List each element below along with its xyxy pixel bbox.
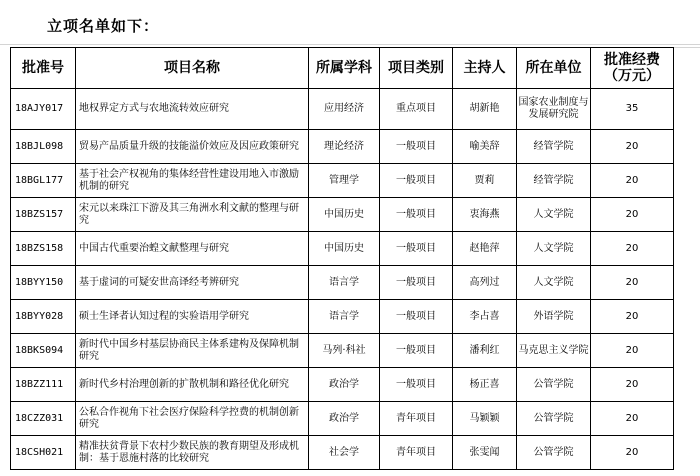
column-header-category[interactable]: 项目类别 — [380, 48, 453, 89]
cell-subject[interactable]: 政治学 — [309, 402, 380, 436]
cell-project-title[interactable]: 硕士生译者认知过程的实验语用学研究 — [76, 300, 309, 334]
table-row — [11, 334, 674, 368]
cell-leader[interactable]: 马颖颖 — [453, 402, 517, 436]
cell-leader[interactable]: 胡新艳 — [453, 89, 517, 130]
cell-unit[interactable]: 公管学院 — [517, 436, 591, 470]
cell-approval-id[interactable]: 18CZZ031 — [11, 402, 76, 436]
table-row — [11, 164, 674, 198]
cell-project-title[interactable]: 地权界定方式与农地流转效应研究 — [76, 89, 309, 130]
cell-category[interactable]: 一般项目 — [380, 232, 453, 266]
sheet-gridline-right — [673, 47, 700, 476]
column-header-leader[interactable]: 主持人 — [453, 48, 517, 89]
cell-unit[interactable]: 马克思主义学院 — [517, 334, 591, 368]
cell-approval-id[interactable]: 18BZS157 — [11, 198, 76, 232]
cell-funding[interactable]: 20 — [591, 266, 674, 300]
cell-category[interactable]: 一般项目 — [380, 164, 453, 198]
cell-funding[interactable]: 20 — [591, 334, 674, 368]
cell-approval-id[interactable]: 18BGL177 — [11, 164, 76, 198]
cell-unit[interactable]: 经管学院 — [517, 130, 591, 164]
cell-funding[interactable]: 20 — [591, 198, 674, 232]
cell-leader[interactable]: 喻美辞 — [453, 130, 517, 164]
table-row — [11, 198, 674, 232]
column-header-id[interactable]: 批准号 — [11, 48, 76, 89]
cell-subject[interactable]: 语言学 — [309, 266, 380, 300]
cell-project-title[interactable]: 宋元以来珠江下游及其三角洲水利文献的整理与研究 — [76, 198, 309, 232]
cell-category[interactable]: 一般项目 — [380, 300, 453, 334]
cell-project-title[interactable]: 中国古代重要治蝗文献整理与研究 — [76, 232, 309, 266]
cell-leader[interactable]: 李占喜 — [453, 300, 517, 334]
cell-approval-id[interactable]: 18AJY017 — [11, 89, 76, 130]
cell-unit[interactable]: 公管学院 — [517, 402, 591, 436]
cell-project-title[interactable]: 新时代中国乡村基层协商民主体系建构及保障机制研究 — [76, 334, 309, 368]
cell-approval-id[interactable]: 18BZZ111 — [11, 368, 76, 402]
table-row — [11, 368, 674, 402]
cell-subject[interactable]: 中国历史 — [309, 198, 380, 232]
cell-category[interactable]: 青年项目 — [380, 402, 453, 436]
cell-unit[interactable]: 经管学院 — [517, 164, 591, 198]
cell-approval-id[interactable]: 18BYY150 — [11, 266, 76, 300]
cell-subject[interactable]: 语言学 — [309, 300, 380, 334]
table-row — [11, 436, 674, 470]
cell-funding[interactable]: 20 — [591, 368, 674, 402]
cell-unit[interactable]: 国家农业制度与发展研究院 — [517, 89, 591, 130]
cell-funding[interactable]: 20 — [591, 402, 674, 436]
cell-unit[interactable]: 人文学院 — [517, 266, 591, 300]
cell-leader[interactable]: 潘利红 — [453, 334, 517, 368]
cell-unit[interactable]: 人文学院 — [517, 198, 591, 232]
cell-funding[interactable]: 35 — [591, 89, 674, 130]
cell-leader[interactable]: 杨正喜 — [453, 368, 517, 402]
cell-project-title[interactable]: 公私合作视角下社会医疗保险科学控费的机制创新研究 — [76, 402, 309, 436]
project-table — [10, 47, 674, 470]
cell-category[interactable]: 青年项目 — [380, 436, 453, 470]
cell-funding[interactable]: 20 — [591, 130, 674, 164]
cell-funding[interactable]: 20 — [591, 232, 674, 266]
column-header-funding[interactable]: 批准经费（万元） — [591, 48, 674, 89]
table-row — [11, 89, 674, 130]
cell-category[interactable]: 一般项目 — [380, 368, 453, 402]
cell-unit[interactable]: 公管学院 — [517, 368, 591, 402]
table-row — [11, 232, 674, 266]
table-row — [11, 130, 674, 164]
table-row — [11, 300, 674, 334]
cell-leader[interactable]: 赵艳萍 — [453, 232, 517, 266]
column-header-title[interactable]: 项目名称 — [76, 48, 309, 89]
cell-approval-id[interactable]: 18BJL098 — [11, 130, 76, 164]
cell-approval-id[interactable]: 18CSH021 — [11, 436, 76, 470]
cell-subject[interactable]: 马列·科社 — [309, 334, 380, 368]
sheet-gridline — [0, 44, 700, 45]
table-row — [11, 402, 674, 436]
cell-project-title[interactable]: 基于社会产权视角的集体经营性建设用地入市激励机制的研究 — [76, 164, 309, 198]
cell-unit[interactable]: 人文学院 — [517, 232, 591, 266]
cell-project-title[interactable]: 贸易产品质量升级的技能溢价效应及因应政策研究 — [76, 130, 309, 164]
cell-subject[interactable]: 政治学 — [309, 368, 380, 402]
cell-category[interactable]: 一般项目 — [380, 266, 453, 300]
cell-funding[interactable]: 20 — [591, 300, 674, 334]
cell-approval-id[interactable]: 18BKS094 — [11, 334, 76, 368]
table-row — [11, 266, 674, 300]
cell-subject[interactable]: 应用经济 — [309, 89, 380, 130]
cell-leader[interactable]: 张雯闻 — [453, 436, 517, 470]
cell-leader[interactable]: 贾莉 — [453, 164, 517, 198]
cell-project-title[interactable]: 精准扶贫背景下农村少数民族的教育期望及形成机制：基于恩施村落的比较研究 — [76, 436, 309, 470]
cell-leader[interactable]: 衷海燕 — [453, 198, 517, 232]
cell-category[interactable]: 重点项目 — [380, 89, 453, 130]
column-header-unit[interactable]: 所在单位 — [517, 48, 591, 89]
cell-subject[interactable]: 理论经济 — [309, 130, 380, 164]
column-header-subject[interactable]: 所属学科 — [309, 48, 380, 89]
cell-subject[interactable]: 社会学 — [309, 436, 380, 470]
cell-category[interactable]: 一般项目 — [380, 130, 453, 164]
cell-category[interactable]: 一般项目 — [380, 334, 453, 368]
cell-project-title[interactable]: 新时代乡村治理创新的扩散机制和路径优化研究 — [76, 368, 309, 402]
cell-project-title[interactable]: 基于虚词的可疑安世高译经考辨研究 — [76, 266, 309, 300]
cell-subject[interactable]: 中国历史 — [309, 232, 380, 266]
cell-funding[interactable]: 20 — [591, 164, 674, 198]
cell-funding[interactable]: 20 — [591, 436, 674, 470]
page-title: 立项名单如下： — [47, 17, 160, 35]
cell-subject[interactable]: 管理学 — [309, 164, 380, 198]
cell-leader[interactable]: 高列过 — [453, 266, 517, 300]
cell-unit[interactable]: 外语学院 — [517, 300, 591, 334]
cell-approval-id[interactable]: 18BZS158 — [11, 232, 76, 266]
cell-category[interactable]: 一般项目 — [380, 198, 453, 232]
cell-approval-id[interactable]: 18BYY028 — [11, 300, 76, 334]
table-body — [11, 89, 674, 470]
table-header-row — [11, 48, 674, 89]
